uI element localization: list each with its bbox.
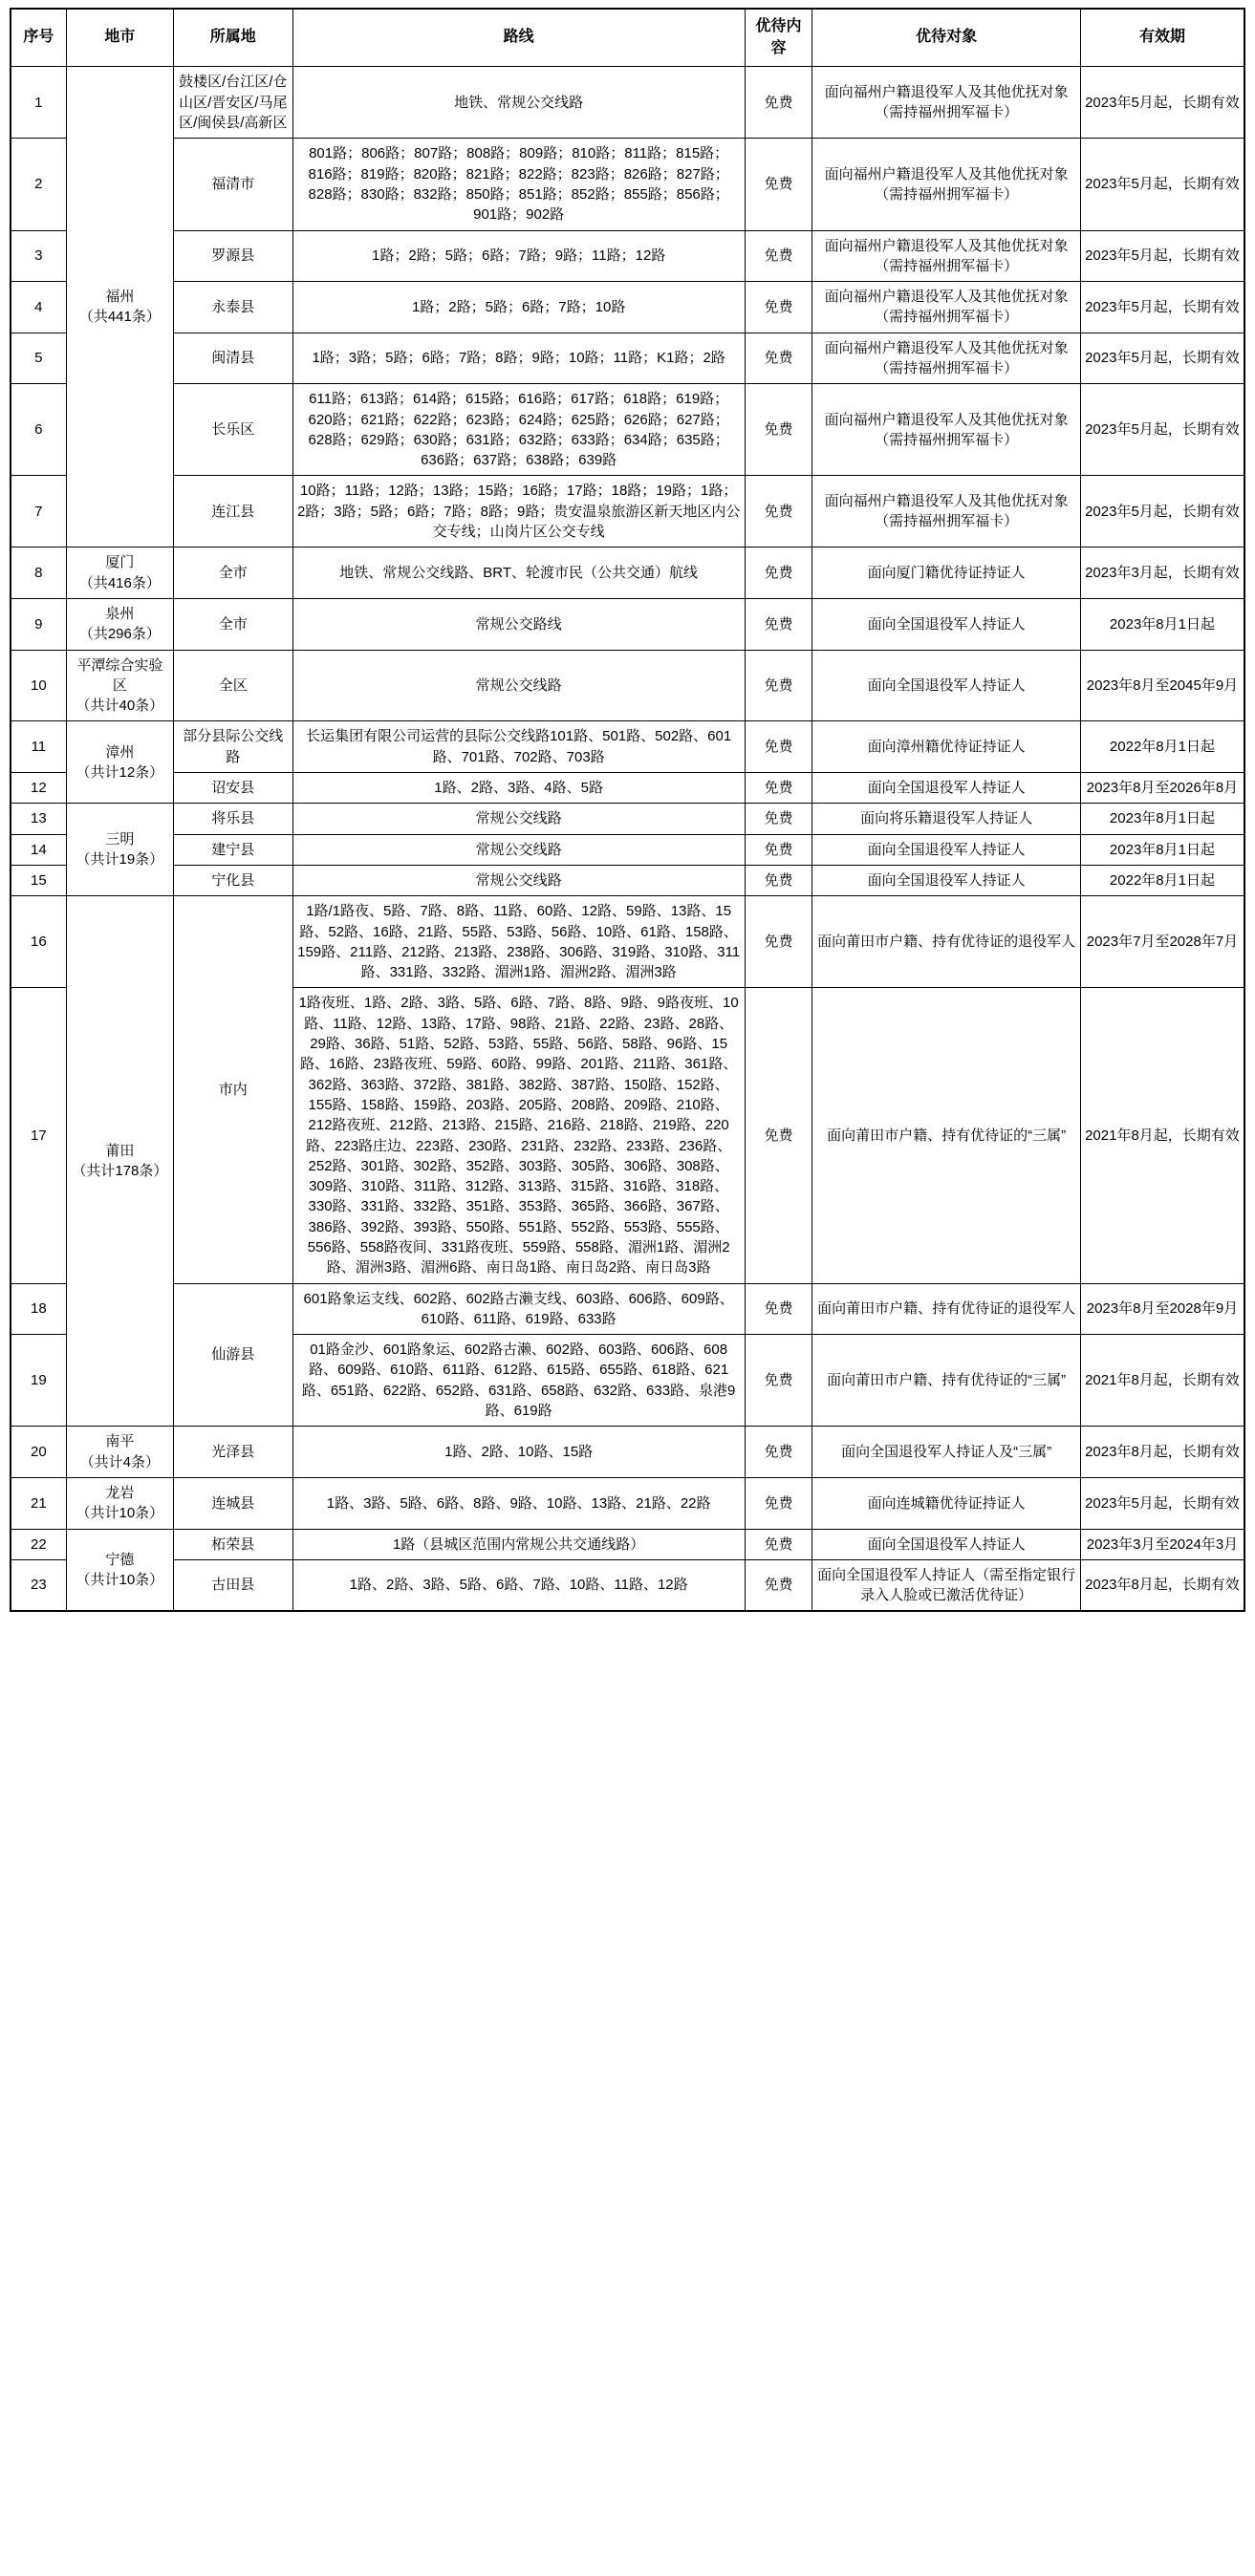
cell-city: 三明 （共计19条） xyxy=(66,804,173,896)
cell-route: 常规公交线路 xyxy=(292,650,745,721)
cell-route: 1路/1路夜、5路、7路、8路、11路、60路、12路、59路、13路、15路、52路、16路、21路、55路、53路、56路、10路、61路、158路、159路、211路、212路、213路、238路、306路、319路、310路、311路、331路、332路、湄洲1路、湄洲2路、湄洲3路 xyxy=(292,896,745,988)
cell-route: 1路；2路；5路；6路；7路；10路 xyxy=(292,282,745,333)
cell-area: 鼓楼区/台江区/仓山区/晋安区/马尾区/闽侯县/高新区 xyxy=(173,67,292,139)
cell-validity: 2023年5月起，长期有效 xyxy=(1080,139,1244,230)
cell-validity: 2023年3月至2024年3月 xyxy=(1080,1529,1244,1559)
cell-route: 常规公交线路 xyxy=(292,804,745,834)
cell-preference: 免费 xyxy=(745,650,812,721)
cell-object: 面向莆田市户籍、持有优待证的退役军人 xyxy=(812,896,1081,988)
column-header-preference: 优待内容 xyxy=(745,9,812,67)
cell-validity: 2023年5月起，长期有效 xyxy=(1080,230,1244,282)
cell-validity: 2023年5月起，长期有效 xyxy=(1080,476,1244,547)
table-row xyxy=(11,333,1244,384)
cell-serial-number: 7 xyxy=(11,476,66,547)
table-row xyxy=(11,1427,1244,1478)
cell-validity: 2022年8月1日起 xyxy=(1080,865,1244,895)
cell-area: 长乐区 xyxy=(173,384,292,476)
cell-city: 莆田 （共计178条） xyxy=(66,896,173,1427)
cell-preference: 免费 xyxy=(745,896,812,988)
cell-validity: 2021年8月起，长期有效 xyxy=(1080,1335,1244,1427)
cell-preference: 免费 xyxy=(745,547,812,599)
cell-validity: 2023年5月起，长期有效 xyxy=(1080,67,1244,139)
cell-route: 1路夜班、1路、2路、3路、5路、6路、7路、8路、9路、9路夜班、10路、11路、12路、13路、17路、98路、21路、22路、23路、28路、29路、36路、51路、52路、53路、55路、56路、58路、96路、15路、16路、23路夜班、59路、60路、99路、201路、211路、361路、362路、363路、372路、381路、382路、387路、150路、152路、155路、158路、159路、203路、205路、208路、209路、210路、212路夜班、212路、213路、215路、216路、218路、219路、220路、223路庄边、223路、230路、231路、232路、233路、236路、252路、301路、302路、352路、303路、305路、306路、308路、309路、310路、311路、312路、313路、315路、316路、318路、330路、331路、332路、351路、353路、365路、366路、367路、386路、392路、393路、550路、551路、552路、553路、555路、556路、558路夜间、331路夜班、559路、558路、湄洲1路、湄洲2路、湄洲3路、湄洲6路、南日岛1路、南日岛2路、南日岛3路 xyxy=(292,988,745,1283)
cell-validity: 2023年8月1日起 xyxy=(1080,804,1244,834)
cell-validity: 2023年8月起，长期有效 xyxy=(1080,1559,1244,1611)
cell-preference: 免费 xyxy=(745,598,812,650)
cell-serial-number: 9 xyxy=(11,598,66,650)
cell-serial-number: 20 xyxy=(11,1427,66,1478)
table-row xyxy=(11,721,1244,773)
cell-area: 诏安县 xyxy=(173,773,292,804)
cell-route: 611路；613路；614路；615路；616路；617路；618路；619路；620路；621路；622路；623路；624路；625路；626路；627路；628路；629路；630路；631路；632路；633路；634路；635路；636路；637路；638路；639路 xyxy=(292,384,745,476)
cell-city: 漳州 （共计12条） xyxy=(66,721,173,804)
cell-serial-number: 22 xyxy=(11,1529,66,1559)
table-row xyxy=(11,67,1244,139)
cell-area: 柘荣县 xyxy=(173,1529,292,1559)
cell-preference: 免费 xyxy=(745,834,812,865)
cell-validity: 2023年5月起，长期有效 xyxy=(1080,1477,1244,1529)
column-header-object: 优待对象 xyxy=(812,9,1081,67)
cell-preference: 免费 xyxy=(745,1529,812,1559)
cell-serial-number: 11 xyxy=(11,721,66,773)
cell-validity: 2023年7月至2028年7月 xyxy=(1080,896,1244,988)
cell-route: 1路、2路、3路、5路、6路、7路、10路、11路、12路 xyxy=(292,1559,745,1611)
cell-preference: 免费 xyxy=(745,476,812,547)
cell-area: 连江县 xyxy=(173,476,292,547)
cell-preference: 免费 xyxy=(745,1427,812,1478)
table-row xyxy=(11,547,1244,599)
cell-serial-number: 1 xyxy=(11,67,66,139)
cell-route: 地铁、常规公交线路 xyxy=(292,67,745,139)
cell-preference: 免费 xyxy=(745,773,812,804)
cell-preference: 免费 xyxy=(745,988,812,1283)
cell-object: 面向福州户籍退役军人及其他优抚对象（需持福州拥军福卡） xyxy=(812,67,1081,139)
cell-area: 光泽县 xyxy=(173,1427,292,1478)
cell-object: 面向福州户籍退役军人及其他优抚对象（需持福州拥军福卡） xyxy=(812,333,1081,384)
cell-serial-number: 6 xyxy=(11,384,66,476)
cell-serial-number: 23 xyxy=(11,1559,66,1611)
table-row xyxy=(11,773,1244,804)
cell-preference: 免费 xyxy=(745,333,812,384)
cell-route: 常规公交路线 xyxy=(292,598,745,650)
table-row xyxy=(11,139,1244,230)
cell-object: 面向全国退役军人持证人 xyxy=(812,1529,1081,1559)
table-head xyxy=(11,9,1244,67)
cell-city: 宁德 （共计10条） xyxy=(66,1529,173,1611)
cell-area: 闽清县 xyxy=(173,333,292,384)
cell-city: 南平 （共计4条） xyxy=(66,1427,173,1478)
cell-serial-number: 17 xyxy=(11,988,66,1283)
cell-preference: 免费 xyxy=(745,721,812,773)
cell-route: 1路；2路；5路；6路；7路；9路；11路；12路 xyxy=(292,230,745,282)
cell-serial-number: 14 xyxy=(11,834,66,865)
column-header-no: 序号 xyxy=(11,9,66,67)
cell-route: 1路、2路、10路、15路 xyxy=(292,1427,745,1478)
cell-preference: 免费 xyxy=(745,1477,812,1529)
benefits-table xyxy=(10,8,1245,1612)
cell-route: 1路、2路、3路、4路、5路 xyxy=(292,773,745,804)
cell-area: 全市 xyxy=(173,547,292,599)
cell-area: 建宁县 xyxy=(173,834,292,865)
cell-preference: 免费 xyxy=(745,67,812,139)
cell-object: 面向莆田市户籍、持有优待证的“三属” xyxy=(812,988,1081,1283)
cell-serial-number: 4 xyxy=(11,282,66,333)
cell-city: 龙岩 （共计10条） xyxy=(66,1477,173,1529)
cell-city: 厦门 （共416条） xyxy=(66,547,173,599)
cell-validity: 2023年8月1日起 xyxy=(1080,834,1244,865)
cell-route: 1路；3路；5路；6路；7路；8路；9路；10路；11路；K1路；2路 xyxy=(292,333,745,384)
cell-validity: 2023年5月起，长期有效 xyxy=(1080,333,1244,384)
cell-route: 01路金沙、601路象运、602路古濑、602路、603路、606路、608路、609路、610路、611路、612路、615路、655路、618路、621路、651路、622路、652路、631路、658路、632路、633路、泉港9路、619路 xyxy=(292,1335,745,1427)
cell-serial-number: 15 xyxy=(11,865,66,895)
table-row xyxy=(11,598,1244,650)
cell-serial-number: 5 xyxy=(11,333,66,384)
cell-object: 面向漳州籍优待证持证人 xyxy=(812,721,1081,773)
cell-object: 面向全国退役军人持证人 xyxy=(812,834,1081,865)
cell-area: 连城县 xyxy=(173,1477,292,1529)
cell-object: 面向将乐籍退役军人持证人 xyxy=(812,804,1081,834)
cell-validity: 2023年8月起，长期有效 xyxy=(1080,1427,1244,1478)
cell-object: 面向厦门籍优待证持证人 xyxy=(812,547,1081,599)
cell-route: 常规公交线路 xyxy=(292,834,745,865)
table-row xyxy=(11,1559,1244,1611)
cell-object: 面向莆田市户籍、持有优待证的“三属” xyxy=(812,1335,1081,1427)
cell-area: 罗源县 xyxy=(173,230,292,282)
cell-object: 面向全国退役军人持证人及“三属” xyxy=(812,1427,1081,1478)
column-header-city: 地市 xyxy=(66,9,173,67)
cell-city: 平潭综合实验区 （共计40条） xyxy=(66,650,173,721)
cell-route: 10路；11路；12路；13路；15路；16路；17路；18路；19路；1路；2路；3路；5路；6路；7路；8路；9路；贵安温泉旅游区新天地区内公交专线；山岗片区公交专线 xyxy=(292,476,745,547)
cell-city: 泉州 （共296条） xyxy=(66,598,173,650)
cell-preference: 免费 xyxy=(745,139,812,230)
table-row xyxy=(11,230,1244,282)
cell-serial-number: 3 xyxy=(11,230,66,282)
cell-validity: 2021年8月起，长期有效 xyxy=(1080,988,1244,1283)
cell-serial-number: 2 xyxy=(11,139,66,230)
cell-area: 仙游县 xyxy=(173,1283,292,1427)
cell-serial-number: 19 xyxy=(11,1335,66,1427)
table-row xyxy=(11,1283,1244,1335)
cell-area: 市内 xyxy=(173,896,292,1283)
cell-route: 1路（县城区范围内常规公共交通线路） xyxy=(292,1529,745,1559)
cell-area: 福清市 xyxy=(173,139,292,230)
cell-serial-number: 13 xyxy=(11,804,66,834)
cell-object: 面向福州户籍退役军人及其他优抚对象（需持福州拥军福卡） xyxy=(812,282,1081,333)
cell-object: 面向连城籍优待证持证人 xyxy=(812,1477,1081,1529)
table-row xyxy=(11,476,1244,547)
cell-preference: 免费 xyxy=(745,1559,812,1611)
table-row xyxy=(11,834,1244,865)
cell-validity: 2023年8月至2026年8月 xyxy=(1080,773,1244,804)
cell-object: 面向莆田市户籍、持有优待证的退役军人 xyxy=(812,1283,1081,1335)
table-row xyxy=(11,282,1244,333)
cell-validity: 2023年8月至2028年9月 xyxy=(1080,1283,1244,1335)
cell-preference: 免费 xyxy=(745,1335,812,1427)
table-row xyxy=(11,1529,1244,1559)
cell-serial-number: 10 xyxy=(11,650,66,721)
cell-validity: 2023年5月起，长期有效 xyxy=(1080,282,1244,333)
cell-object: 面向福州户籍退役军人及其他优抚对象（需持福州拥军福卡） xyxy=(812,476,1081,547)
cell-object: 面向福州户籍退役军人及其他优抚对象（需持福州拥军福卡） xyxy=(812,384,1081,476)
cell-validity: 2023年5月起，长期有效 xyxy=(1080,384,1244,476)
cell-preference: 免费 xyxy=(745,384,812,476)
cell-object: 面向福州户籍退役军人及其他优抚对象（需持福州拥军福卡） xyxy=(812,139,1081,230)
cell-route: 长运集团有限公司运营的县际公交线路101路、501路、502路、601路、701路、702路、703路 xyxy=(292,721,745,773)
cell-preference: 免费 xyxy=(745,865,812,895)
cell-route: 常规公交线路 xyxy=(292,865,745,895)
cell-route: 地铁、常规公交线路、BRT、轮渡市民（公共交通）航线 xyxy=(292,547,745,599)
cell-serial-number: 21 xyxy=(11,1477,66,1529)
cell-area: 将乐县 xyxy=(173,804,292,834)
cell-preference: 免费 xyxy=(745,230,812,282)
cell-preference: 免费 xyxy=(745,804,812,834)
cell-preference: 免费 xyxy=(745,1283,812,1335)
cell-route: 1路、3路、5路、6路、8路、9路、10路、13路、21路、22路 xyxy=(292,1477,745,1529)
cell-serial-number: 16 xyxy=(11,896,66,988)
cell-object: 面向全国退役军人持证人 xyxy=(812,773,1081,804)
cell-serial-number: 18 xyxy=(11,1283,66,1335)
cell-object: 面向全国退役军人持证人 xyxy=(812,865,1081,895)
cell-serial-number: 12 xyxy=(11,773,66,804)
cell-area: 全区 xyxy=(173,650,292,721)
table-row xyxy=(11,650,1244,721)
cell-preference: 免费 xyxy=(745,282,812,333)
cell-route: 801路；806路；807路；808路；809路；810路；811路；815路；816路；819路；820路；821路；822路；823路；826路；827路；828路；830路；832路；850路；851路；852路；855路；856路；901路；902路 xyxy=(292,139,745,230)
cell-area: 古田县 xyxy=(173,1559,292,1611)
table-row xyxy=(11,384,1244,476)
cell-serial-number: 8 xyxy=(11,547,66,599)
column-header-route: 路线 xyxy=(292,9,745,67)
table-row xyxy=(11,1477,1244,1529)
cell-validity: 2023年3月起，长期有效 xyxy=(1080,547,1244,599)
table-row xyxy=(11,804,1244,834)
table-row xyxy=(11,865,1244,895)
cell-area: 永泰县 xyxy=(173,282,292,333)
table-row xyxy=(11,896,1244,988)
column-header-validity: 有效期 xyxy=(1080,9,1244,67)
cell-area: 全市 xyxy=(173,598,292,650)
cell-route: 601路象运支线、602路、602路古濑支线、603路、606路、609路、610路、611路、619路、633路 xyxy=(292,1283,745,1335)
cell-object: 面向全国退役军人持证人（需至指定银行录入人脸或已激活优待证） xyxy=(812,1559,1081,1611)
cell-object: 面向全国退役军人持证人 xyxy=(812,650,1081,721)
cell-object: 面向福州户籍退役军人及其他优抚对象（需持福州拥军福卡） xyxy=(812,230,1081,282)
table-header-row xyxy=(11,9,1244,67)
cell-area: 部分县际公交线路 xyxy=(173,721,292,773)
cell-validity: 2023年8月1日起 xyxy=(1080,598,1244,650)
cell-object: 面向全国退役军人持证人 xyxy=(812,598,1081,650)
cell-city: 福州 （共441条） xyxy=(66,67,173,547)
cell-validity: 2023年8月至2045年9月 xyxy=(1080,650,1244,721)
column-header-area: 所属地 xyxy=(173,9,292,67)
cell-area: 宁化县 xyxy=(173,865,292,895)
table-body xyxy=(11,67,1244,1612)
cell-validity: 2022年8月1日起 xyxy=(1080,721,1244,773)
